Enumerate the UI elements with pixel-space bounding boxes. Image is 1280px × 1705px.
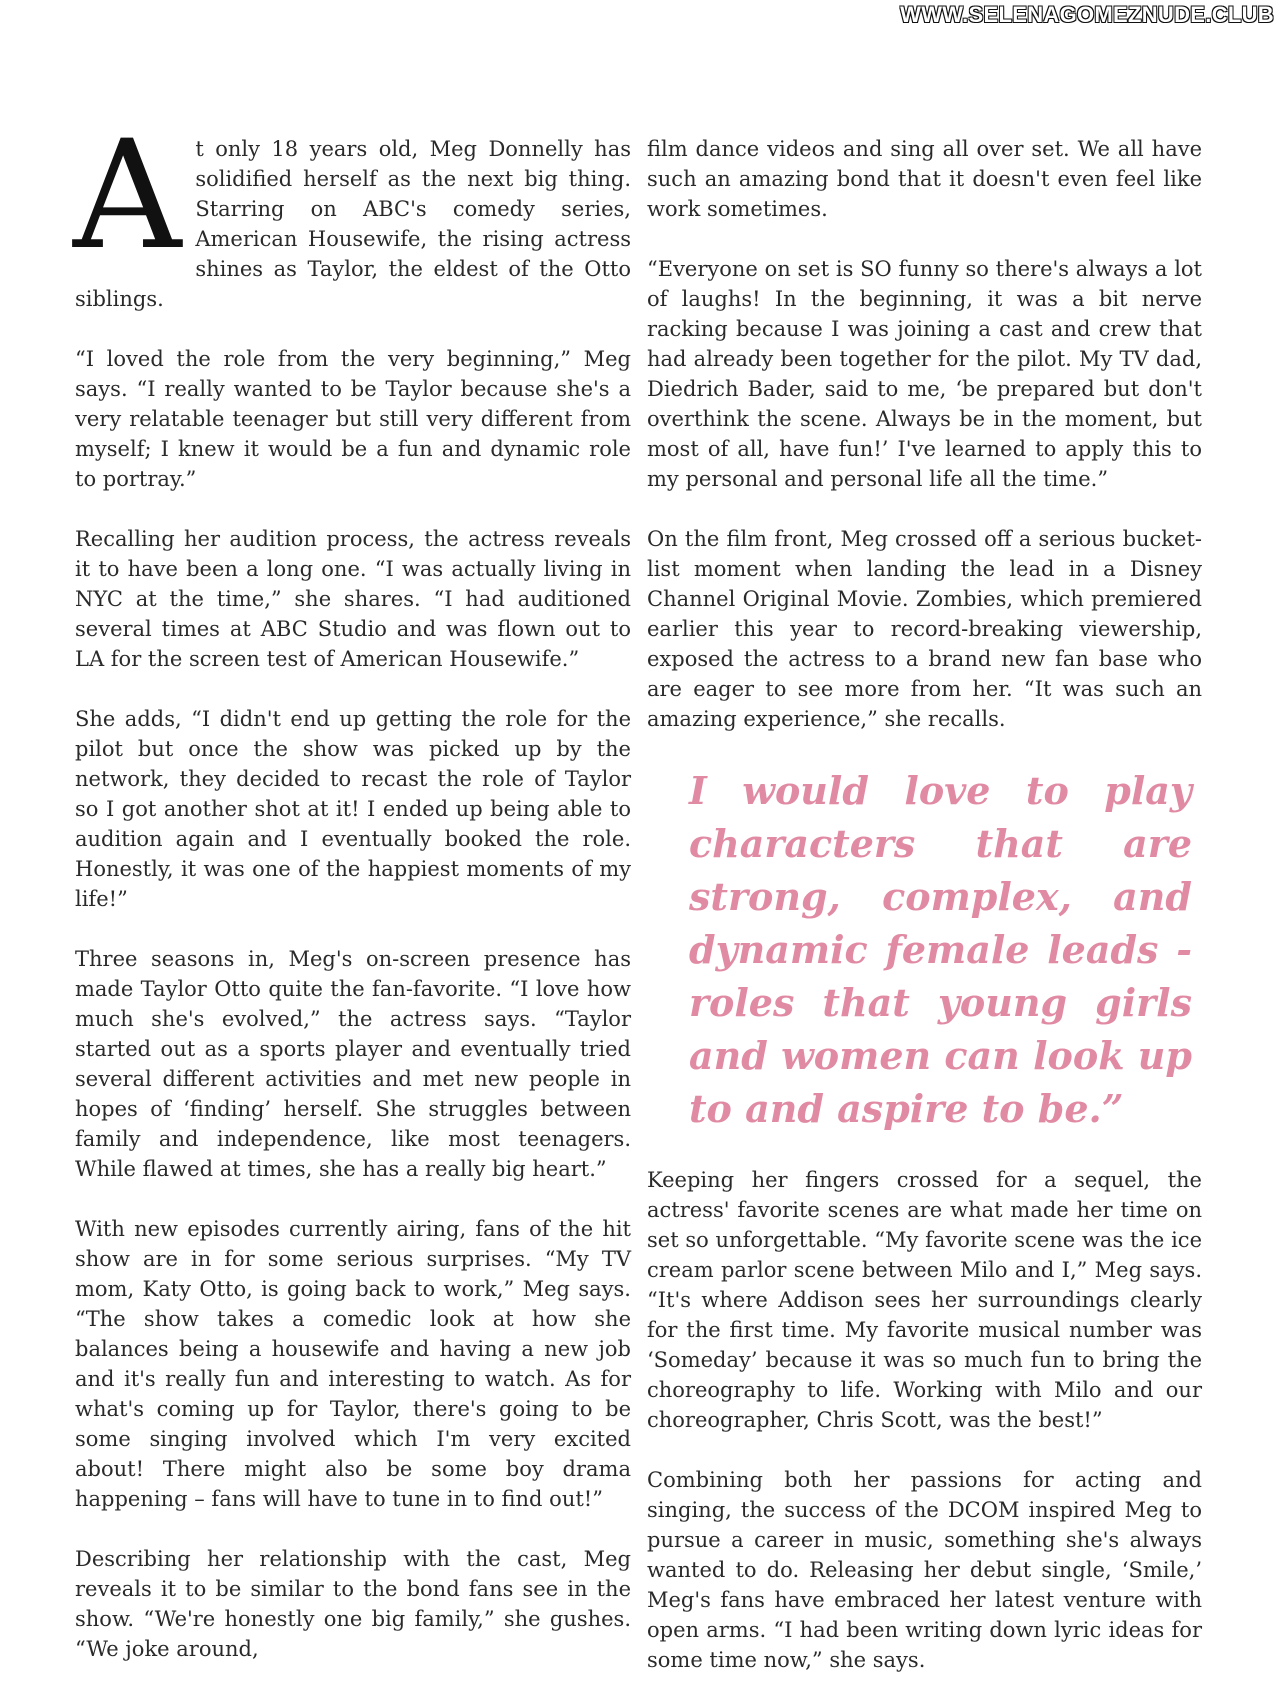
body-paragraph: Three seasons in, Meg's on-screen presence has made Taylor Otto quite the fan-favorite. “I love how much she's evolved,” the actress says. “Taylor started out as a sports player and eventually tried several different activities and met new people in hopes of ‘finding’ herself. She struggles between family and independence, like most teenagers. While flawed at times, she has a really big heart.” bbox=[75, 947, 631, 1181]
body-paragraph: “I loved the role from the very beginning,” Meg says. “I really wanted to be Taylor because she's a very relatable teenager but still very different from myself; I knew it would be a fun and dynamic role to portray.” bbox=[75, 347, 631, 491]
dropcap-letter: A bbox=[73, 109, 182, 283]
body-paragraph: Combining both her passions for acting and singing, the success of the DCOM inspired Meg to pursue a career in music, something she's always wanted to do. Releasing her debut single, ‘Smile,’ Meg's fans have embraced her latest venture with open arms. “I had been writing down lyric ideas for some time now,” she says. bbox=[647, 1468, 1202, 1672]
body-paragraph: She adds, “I didn't end up getting the role for the pilot but once the show was picked up by the network, they decided to recast the role of Taylor so I got another shot at it! I ended up being able to audition again and I eventually booked the role. Honestly, it was one of the happiest moments of my life!” bbox=[75, 707, 631, 911]
watermark-text: WWW.SELENAGOMEZNUDE.CLUB bbox=[900, 2, 1274, 27]
pull-quote: I would love to play characters that are strong, complex, and dynamic female leads - roles that young girls and women can look up to and aspire to be.” bbox=[689, 768, 1192, 1131]
body-paragraph: Recalling her audition process, the actress reveals it to have been a long one. “I was actually living in NYC at the time,” she shares. “I had auditioned several times at ABC Studio and was flown out to LA for the screen test of American Housewife.” bbox=[75, 527, 631, 671]
body-paragraph: Describing her relationship with the cast, Meg reveals it to be similar to the bond fans see in the show. “We're honestly one big family,” she gushes. “We joke around, bbox=[75, 1547, 631, 1661]
body-paragraph: With new episodes currently airing, fans of the hit show are in for some serious surprises. “My TV mom, Katy Otto, is going back to work,” Meg says. “The show takes a comedic look at how she balances being a housewife and having a new job and it's really fun and interesting to watch. As for what's coming up for Taylor, there's going to be some singing involved which I'm very excited about! There might also be some boy drama happening – fans will have to tune in to find out!” bbox=[75, 1217, 631, 1511]
body-paragraph: On the film front, Meg crossed off a serious bucket-list moment when landing the lead in a Disney Channel Original Movie. Zombies, which premiered earlier this year to record-breaking viewership, exposed the actress to a brand new fan base who are eager to see more from her. “It was such an amazing experience,” she recalls. bbox=[647, 527, 1202, 731]
body-paragraph: film dance videos and sing all over set. We all have such an amazing bond that it doesn't even feel like work sometimes. bbox=[647, 137, 1202, 221]
body-paragraph: Keeping her fingers crossed for a sequel, the actress' favorite scenes are what made her time on set so unforgettable. “My favorite scene was the ice cream parlor scene between Milo and I,” Meg says. “It's where Addison sees her surroundings clearly for the first time. My favorite musical number was ‘Someday’ because it was so much fun to bring the choreography to life. Working with Milo and our choreographer, Chris Scott, was the best!” bbox=[647, 1168, 1202, 1432]
body-paragraph: “Everyone on set is SO funny so there's always a lot of laughs! In the beginning, it was a bit nerve racking because I was joining a cast and crew that had already been together for the pilot. My TV dad, Diedrich Bader, said to me, ‘be prepared but don't overthink the scene. Always be in the moment, but most of all, have fun!’ I've learned to apply this to my personal and personal life all the time.” bbox=[647, 257, 1202, 491]
left-column bbox=[73, 109, 631, 1694]
right-column bbox=[647, 134, 1202, 1705]
intro-paragraph bbox=[73, 109, 631, 314]
intro-text: t only 18 years old, Meg Donnelly has solidified herself as the next big thing. Starring on ABC's comedy series, American Housewife, the rising actress shines as Taylor, the eldest of the Otto siblings. bbox=[75, 137, 631, 311]
